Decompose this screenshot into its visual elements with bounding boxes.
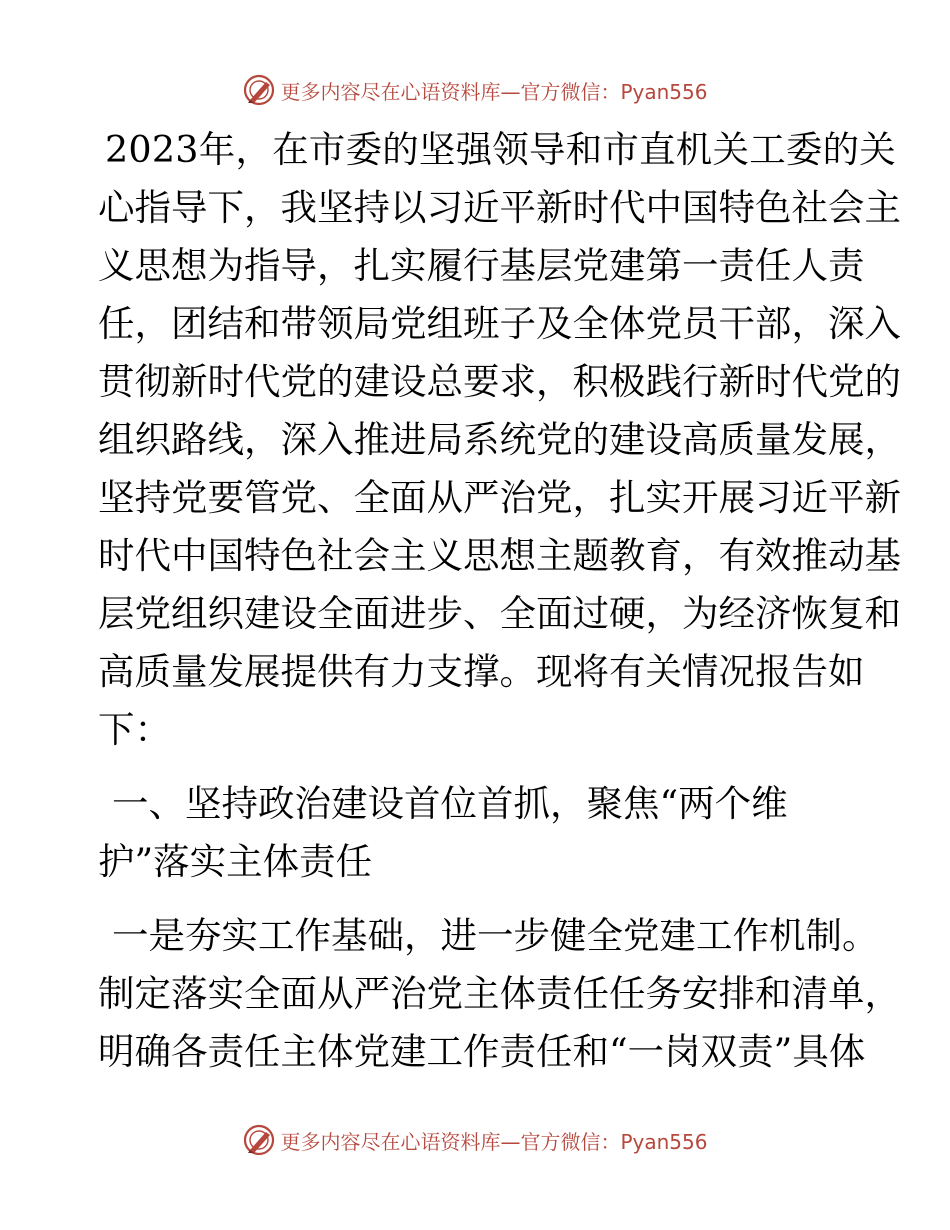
pen-logo-icon xyxy=(242,73,276,107)
text-line: 义思想为指导，扎实履行基层党建第一责任人责 xyxy=(98,244,865,287)
text-line: 明确各责任主体党建工作责任和“一岗双责”具体 xyxy=(98,1030,866,1073)
text-line: 贯彻新时代党的建设总要求，积极践行新时代党的 xyxy=(98,360,901,403)
text-line: 2023年，在市委的坚强领导和市直机关工委的关 xyxy=(105,128,896,171)
header-watermark xyxy=(0,70,950,110)
heading-line: 护”落实主体责任 xyxy=(98,840,373,883)
text-line: 任，团结和带领局党组班子及全体党员干部，深入 xyxy=(98,302,901,345)
footer-watermark xyxy=(0,1120,950,1160)
text-line: 层党组织建设全面进步、全面过硬，为经济恢复和 xyxy=(98,592,901,635)
text-line: 一是夯实工作基础，进一步健全党建工作机制。 xyxy=(112,914,879,957)
text-line: 时代中国特色社会主义思想主题教育，有效推动基 xyxy=(98,534,901,577)
text-line: 心指导下，我坚持以习近平新时代中国特色社会主 xyxy=(98,186,901,229)
heading-line: 一、坚持政治建设首位首抓，聚焦“两个维 xyxy=(112,782,788,825)
text-line: 下： xyxy=(98,708,171,751)
text-line: 高质量发展提供有力支撑。现将有关情况报告如 xyxy=(98,650,865,693)
text-line: 坚持党要管党、全面从严治党，扎实开展习近平新 xyxy=(98,476,901,519)
pen-logo-icon xyxy=(242,1123,276,1157)
text-line: 制定落实全面从严治党主体责任任务安排和清单， xyxy=(98,972,901,1015)
watermark-text: 更多内容尽在心语资料库—官方微信：Pyan556 xyxy=(280,1129,708,1154)
text-line: 组织路线，深入推进局系统党的建设高质量发展， xyxy=(98,418,901,461)
watermark-text: 更多内容尽在心语资料库—官方微信：Pyan556 xyxy=(280,79,708,104)
